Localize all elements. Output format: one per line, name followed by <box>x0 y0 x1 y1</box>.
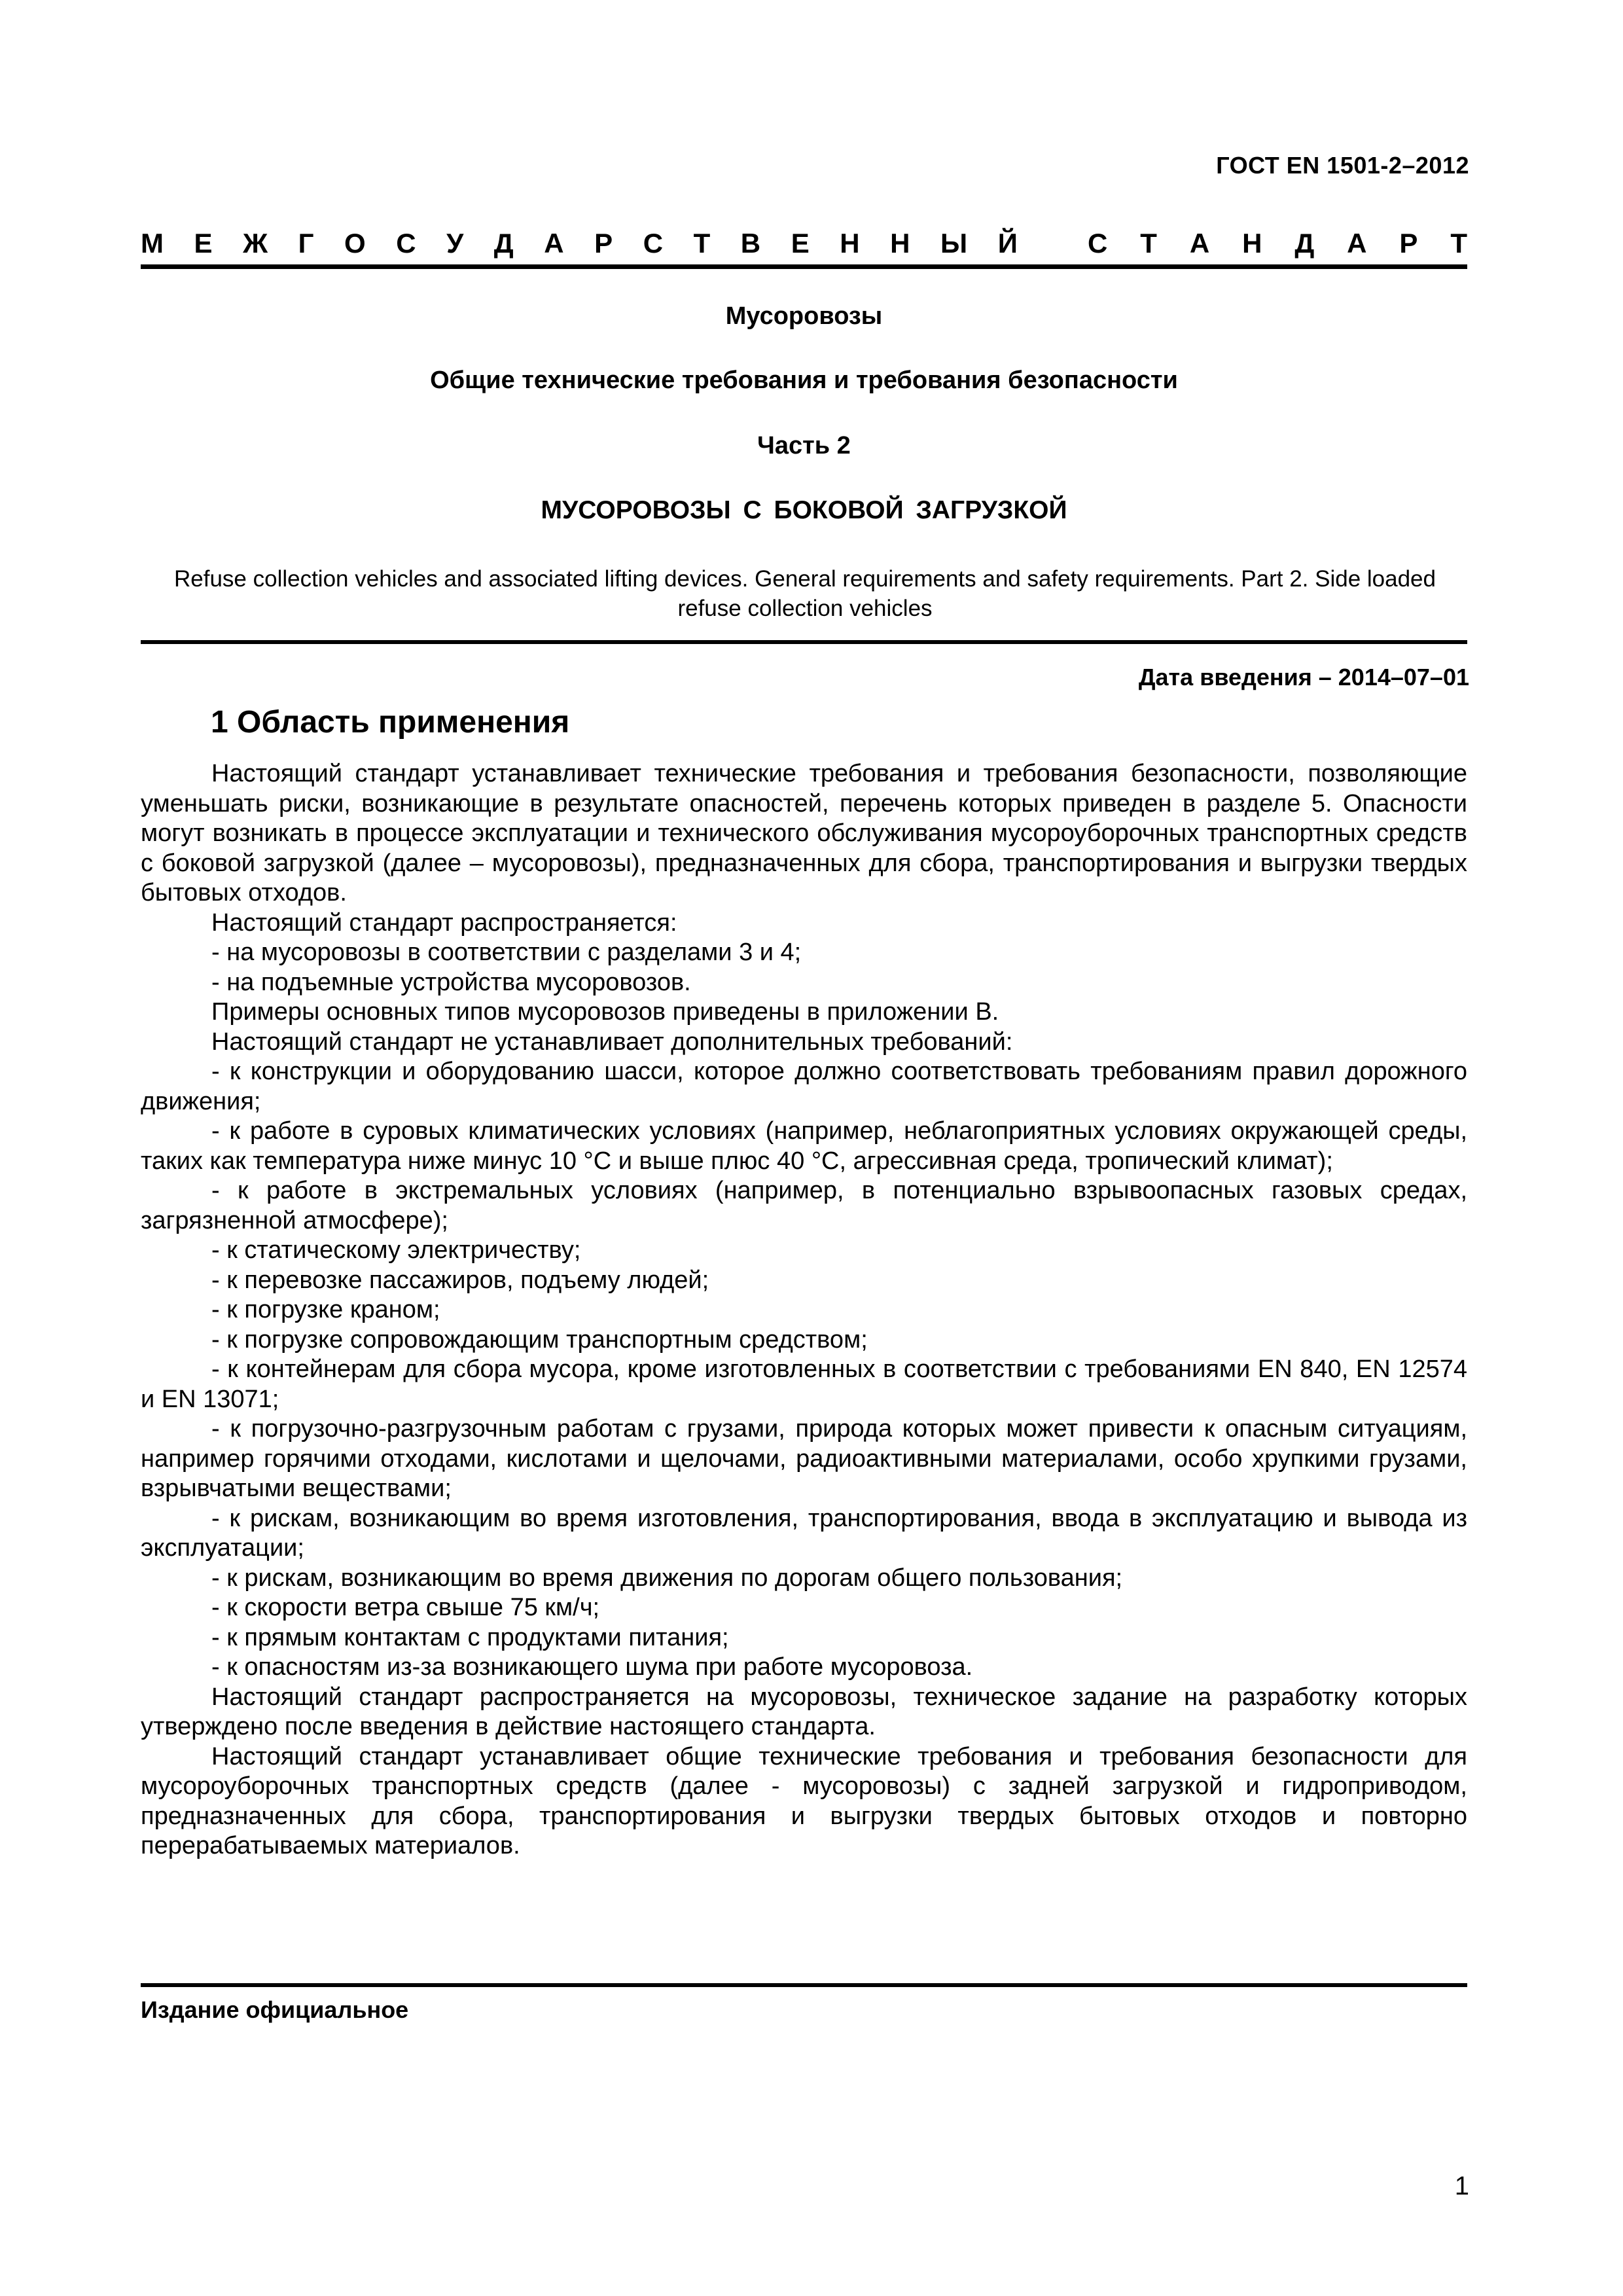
banner-letter: С <box>643 228 664 259</box>
paragraph: Настоящий стандарт не устанавливает дополнительных требований: <box>211 1028 1013 1056</box>
introduction-date: Дата введения – 2014–07–01 <box>1138 664 1469 691</box>
banner-letter: У <box>446 228 464 259</box>
title-line-1: Мусоровозы <box>725 302 883 330</box>
title-rule <box>141 640 1467 644</box>
banner-letter: Д <box>493 228 514 259</box>
list-item: - к опасностям из-за возникающего шума при работе мусоровоза. <box>211 1653 973 1681</box>
list-item: - к погрузочно-разгрузочным работам с грузами, природа которых может привести к опасным ситуациям, например горячими отходами, кислотами и щелочами, радиоактивными материалами, особо хрупкими грузами, взрывчатыми веществами; <box>141 1415 1467 1502</box>
list-item: - к перевозке пассажиров, подъему людей; <box>211 1266 709 1294</box>
list-item: - к работе в экстремальных условиях (например, в потенциально взрывоопасных газовых средах, загрязненной атмосфере); <box>141 1177 1467 1234</box>
banner-letter: О <box>344 228 366 259</box>
list-item: - к погрузке сопровождающим транспортным средством; <box>211 1325 868 1354</box>
paragraph: Примеры основных типов мусоровозов приведены в приложении В. <box>211 998 999 1026</box>
banner-letter: М <box>141 228 164 259</box>
paragraph: Настоящий стандарт устанавливает технические требования и требования безопасности, позволяющие уменьшать риски, возникающие в результате опасностей, перечень которых приведен в разделе 5. Опасности могут возникать в процессе эксплуатации и технического обслуживания мусороуборочных транспортных средств с боковой загрузкой (далее – мусоровозы), предназначенных для сбора, транспортирования и выгрузки твердых бытовых отходов. <box>141 760 1467 906</box>
section-body <box>141 759 1467 1861</box>
banner-word-interstate <box>141 228 1018 259</box>
banner-letter: Е <box>791 228 810 259</box>
list-item: - на подъемные устройства мусоровозов. <box>211 968 691 996</box>
title-english: Refuse collection vehicles and associated lifting devices. General requirements and safety requirements. Part 2. Side loaded refuse collection vehicles <box>173 566 1436 621</box>
banner-letter: Й <box>997 228 1018 259</box>
banner-letter: А <box>1347 228 1367 259</box>
list-item: - к рискам, возникающим во время движения по дорогам общего пользования; <box>211 1564 1123 1592</box>
page-number: 1 <box>1454 2172 1469 2200</box>
paragraph: Настоящий стандарт распространяется: <box>211 908 677 937</box>
banner-letter: Т <box>693 228 711 259</box>
banner-letter: С <box>1088 228 1108 259</box>
list-item: - к погрузке краном; <box>211 1296 440 1323</box>
list-item: - к контейнерам для сбора мусора, кроме изготовленных в соответствии с требованиями EN 840, EN 12574 и EN 13071; <box>141 1355 1467 1413</box>
banner-letter: Ж <box>243 228 268 259</box>
footer-rule <box>141 1983 1467 1987</box>
list-item: - на мусоровозы в соответствии с разделами 3 и 4; <box>211 939 802 966</box>
list-item: - к прямым контактам с продуктами питания; <box>211 1623 729 1651</box>
banner-letter: Н <box>840 228 860 259</box>
list-item: - к статическому электричеству; <box>211 1236 581 1264</box>
banner-letter: Г <box>298 228 314 259</box>
banner-letter: В <box>740 228 761 259</box>
list-item: - к конструкции и оборудованию шасси, которое должно соответствовать требованиям правил дорожного движения; <box>141 1058 1467 1115</box>
banner-letter: Е <box>194 228 213 259</box>
banner-rule <box>141 264 1467 269</box>
section-heading: 1 Область применения <box>211 705 570 740</box>
banner-letter: Т <box>1450 228 1467 259</box>
banner-word-standard <box>1088 228 1467 259</box>
edition-note: Издание официальное <box>141 1996 409 2023</box>
banner-letter: Д <box>1294 228 1315 259</box>
banner-letter: Н <box>890 228 910 259</box>
title-line-2: Общие технические требования и требования безопасности <box>430 367 1178 394</box>
banner-letter: А <box>544 228 564 259</box>
title-line-4: МУСОРОВОЗЫ С БОКОВОЙ ЗАГРУЗКОЙ <box>541 496 1067 524</box>
paragraph: Настоящий стандарт устанавливает общие технические требования и требования безопасности для мусороуборочных транспортных средств (далее - мусоровозы) с задней загрузкой и гидроприводом, предназначенных для сбора, транспортирования и выгрузки твердых бытовых отходов и повторно перерабатываемых материалов. <box>141 1742 1467 1859</box>
banner-letter: Ы <box>940 228 968 259</box>
list-item: - к скорости ветра свыше 75 км/ч; <box>211 1594 600 1621</box>
paragraph: Настоящий стандарт распространяется на мусоровозы, техническое задание на разработку которых утверждено после введения в действие настоящего стандарта. <box>141 1683 1467 1740</box>
banner-letter: Р <box>1399 228 1418 259</box>
list-item: - к работе в суровых климатических условиях (например, неблагоприятных условиях окружающей среды, таких как температура ниже минус 10 °С и выше плюс 40 °С, агрессивная среда, тропический климат); <box>141 1117 1467 1175</box>
standard-number: ГОСТ EN 1501-2–2012 <box>1216 152 1469 179</box>
banner-letter: А <box>1189 228 1210 259</box>
standard-banner <box>141 228 1467 259</box>
banner-letter: С <box>396 228 416 259</box>
banner-letter: Р <box>594 228 613 259</box>
banner-letter: Т <box>1140 228 1157 259</box>
banner-letter: Н <box>1242 228 1262 259</box>
list-item: - к рискам, возникающим во время изготовления, транспортирования, ввода в эксплуатацию и вывода из эксплуатации; <box>141 1504 1467 1562</box>
title-line-3: Часть 2 <box>757 432 851 459</box>
